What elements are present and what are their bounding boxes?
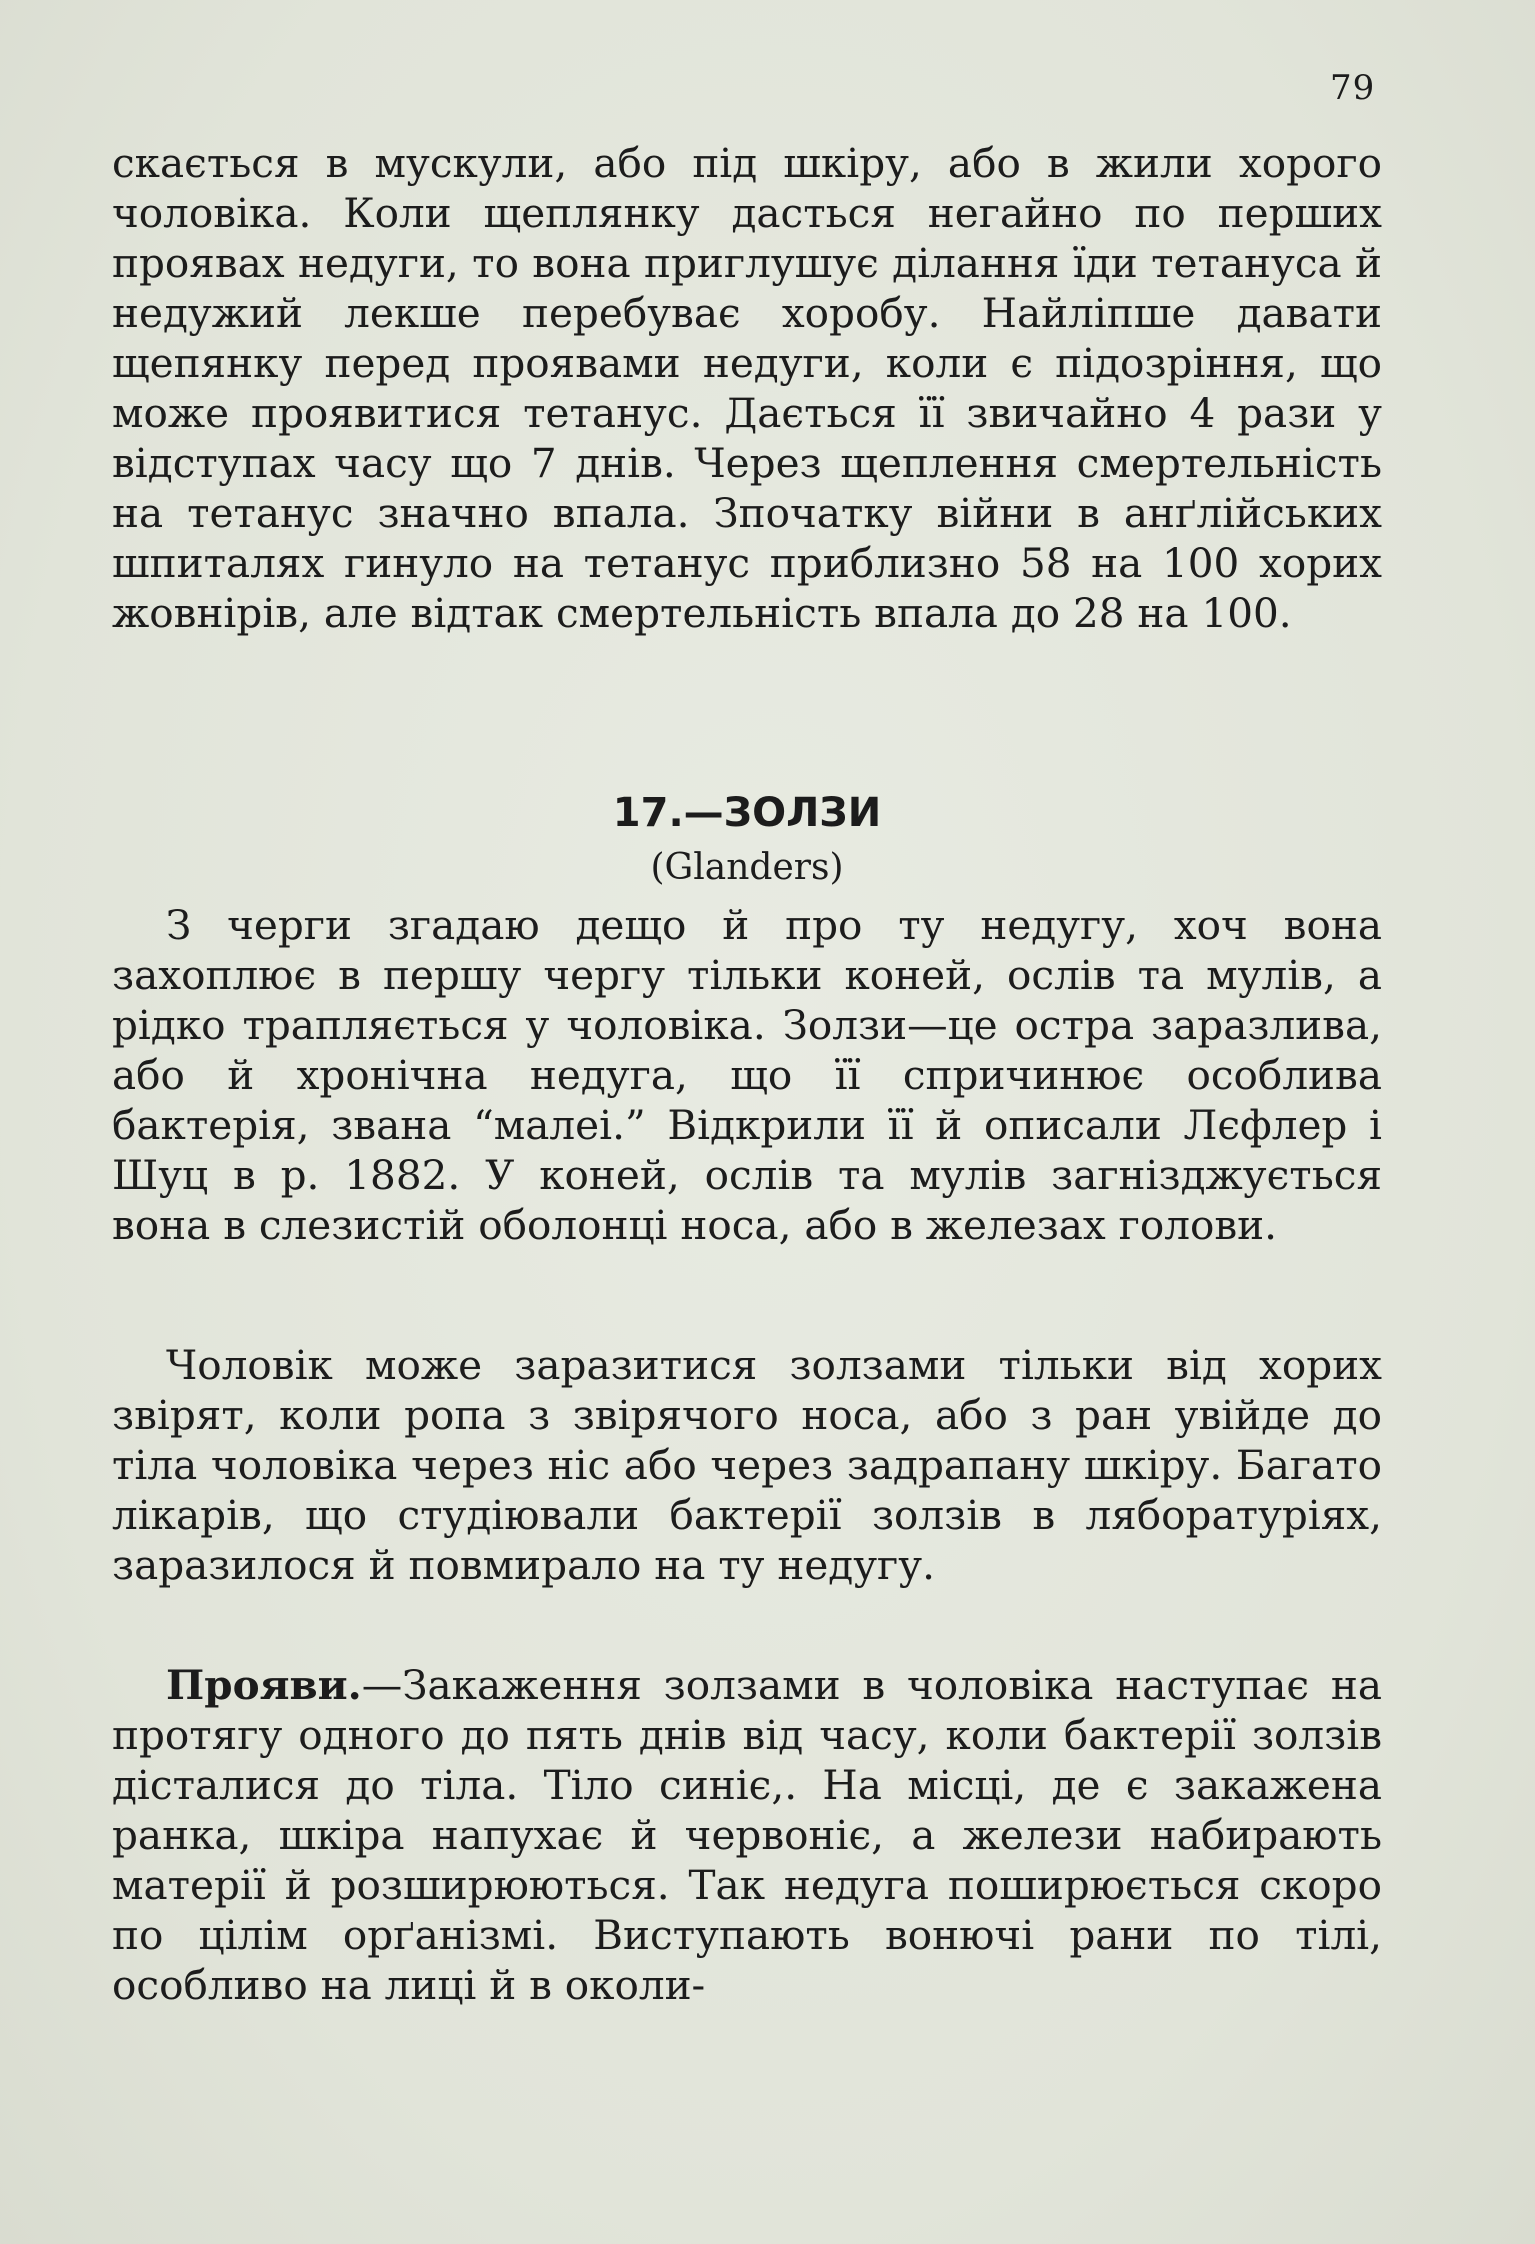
paragraph-text: скається в мускули, або під шкіру, або в жили хорого чоловіка. Коли щеплянку дасться негайно по перших проявах недуги, то вона приглушує ділання їди тетануса й недужий лекше перебуває хоробу. Найліпше давати щепянку перед проявами недуги, коли є підозріння, що може проявитися тетанус. Дається її звичайно 4 рази у відступах часу що 7 днів. Через щеплення смертельність на тетанус значно впала. Зпочатку війни в анґлійських шпиталях гинуло на тетанус приблизно 58 на 100 хорих жовнірів, але відтак смертельність впала до 28 на 100.	[112, 139, 1382, 637]
section-title: 17.—ЗОЛЗИ	[612, 790, 882, 836]
section-subtitle: (Glanders)	[650, 847, 844, 888]
paragraph-text: З черги згадаю дещо й про ту недугу, хоч вона захоплює в першу чергу тільки коней, ослів та мулів, а рідко трапляється у чоловіка. Золзи—це остра заразлива, або й хронічна недуга, що її спричинює особлива бактерія, звана “малеі.” Відкрили її й описали Лєфлер і Шуц в р. 1882. У коней, ослів та мулів загнізджується вона в слезистій оболонці носа, або в железах голови.	[112, 901, 1382, 1249]
paragraph-glanders-intro	[112, 900, 1382, 1250]
page-number: 79	[1330, 68, 1376, 108]
paragraph-tetanus-vaccination	[112, 138, 1382, 638]
paragraph-glanders-infection	[112, 1340, 1382, 1590]
symptoms-text: —Закаження золзами в чоловіка наступає на протягу одного до пять днів від часу, коли бактерії золзів дісталися до тіла. Тіло синіє,. На місці, де є закажена ранка, шкіра напухає й червоніє, а желези набирають матерії й розширюються. Так недуга поширюється скоро по цілім орґанізмі. Виступають вонючі рани по тілі, особливо на лиці й в околи-	[112, 1661, 1382, 2009]
paragraph-text	[112, 1660, 1382, 2010]
paragraph-text: Чоловік може заразитися золзами тільки від хорих звірят, коли ропа з звірячого носа, або з ран увійде до тіла чоловіка через ніс або через задрапану шкіру. Багато лікарів, що студіювали бактерії золзів в ляборатуріях, заразилося й повмирало на ту недугу.	[112, 1341, 1382, 1589]
paragraph-symptoms	[112, 1660, 1382, 2010]
symptoms-lead: Прояви.	[166, 1661, 362, 1709]
